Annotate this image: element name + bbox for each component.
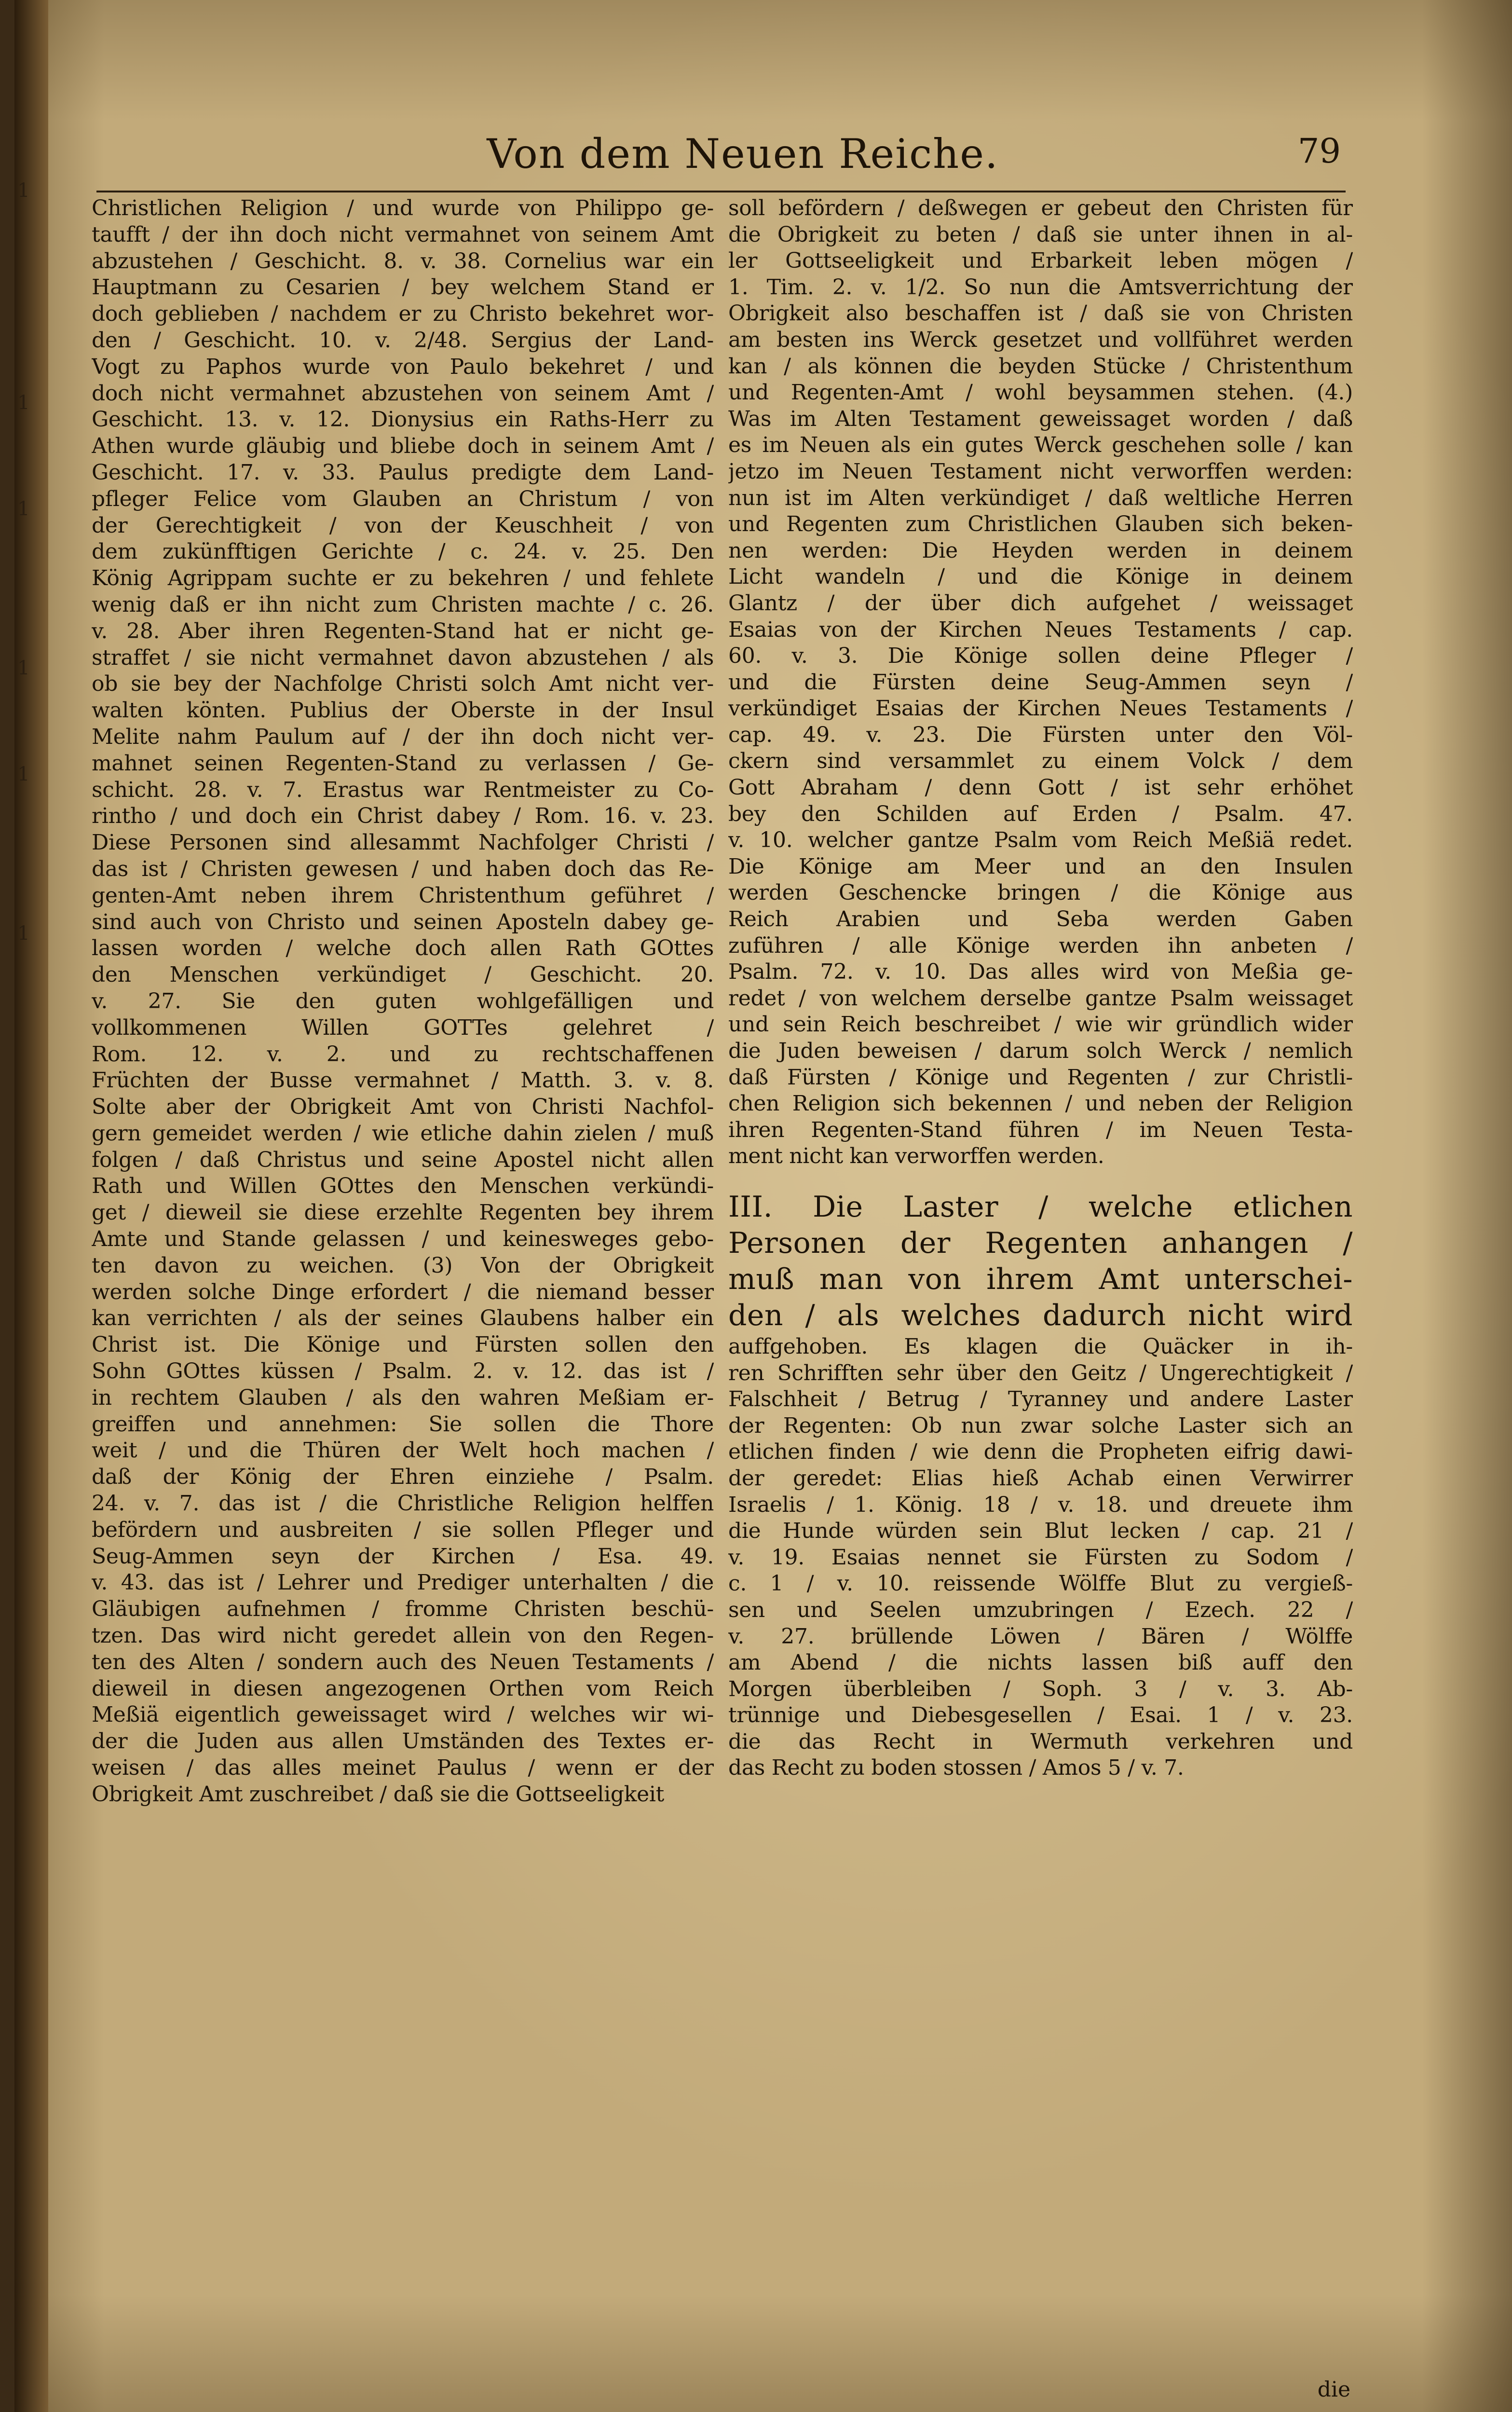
- text-line: die Obrigkeit zu beten / daß sie unter ihnen in al-: [728, 222, 1353, 247]
- text-line: Rath und Willen GOttes den Menschen verkündi-: [92, 1174, 714, 1199]
- text-line: verkündiget Esaias der Kirchen Neues Testaments /: [728, 696, 1353, 721]
- text-line: der die Juden aus allen Umständen des Textes er-: [92, 1729, 714, 1754]
- text-line: dieweil in diesen angezogenen Orthen vom Reich: [92, 1676, 714, 1701]
- text-line: die Juden beweisen / darum solch Werck / nemlich: [728, 1039, 1353, 1063]
- text-line: Christlichen Religion / und wurde von Philippo ge-: [92, 196, 714, 220]
- text-line: ob sie bey der Nachfolge Christi solch Amt nicht ver-: [92, 672, 714, 697]
- text-line: der geredet: Elias hieß Achab einen Verwirrer: [728, 1466, 1353, 1491]
- text-line: die das Recht in Wermuth verkehren und: [728, 1729, 1353, 1754]
- text-line: daß der König der Ehren einziehe / Psalm.: [92, 1465, 714, 1490]
- text-line: v. 28. Aber ihren Regenten-Stand hat er nicht ge-: [92, 618, 714, 644]
- text-line: Diese Personen sind allesammt Nachfolger Christi /: [92, 830, 714, 855]
- text-line: taufft / der ihn doch nicht vermahnet von seinem Amt: [92, 222, 714, 247]
- text-line: Hauptmann zu Cesarien / bey welchem Stand er: [92, 275, 714, 300]
- text-line: auffgehoben. Es klagen die Quäcker in ih-: [728, 1334, 1353, 1359]
- text-line: die Hunde würden sein Blut lecken / cap. 21 /: [728, 1519, 1353, 1544]
- left-column: [92, 195, 714, 2405]
- text-line: ckern sind versammlet zu einem Volck / dem: [728, 749, 1353, 774]
- text-line: Melite nahm Paulum auf / der ihn doch nicht ver-: [92, 724, 714, 749]
- text-line: sind auch von Christo und seinen Aposteln dabey ge-: [92, 909, 714, 934]
- text-line: walten könten. Publius der Oberste in der Insul: [92, 698, 714, 723]
- text-line: Solte aber der Obrigkeit Amt von Christi Nachfol-: [92, 1095, 714, 1120]
- text-line: Falschheit / Betrug / Tyranney und andere Laster: [728, 1387, 1353, 1412]
- text-line: und Regenten zum Christlichen Glauben sich beken-: [728, 512, 1353, 537]
- text-line: Gott Abraham / denn Gott / ist sehr erhöhet: [728, 775, 1353, 800]
- text-line: weit / und die Thüren der Welt hoch machen /: [92, 1438, 714, 1463]
- text-line: jetzo im Neuen Testament nicht verworffen werden:: [728, 459, 1353, 484]
- text-line: etlichen finden / wie denn die Propheten eifrig dawi-: [728, 1439, 1353, 1465]
- book-gutter: [14, 0, 48, 2412]
- running-head: Von dem Neuen Reiche.: [487, 130, 999, 178]
- text-line: Meßiä eigentlich geweissaget wird / welches wir wi-: [92, 1702, 714, 1727]
- heading-line: den / als welches dadurch nicht wird: [728, 1298, 1353, 1332]
- text-line: das ist / Christen gewesen / und haben doch das Re-: [92, 856, 714, 881]
- text-line: sen und Seelen umzubringen / Ezech. 22 /: [728, 1597, 1353, 1622]
- text-line: v. 19. Esaias nennet sie Fürsten zu Sodom /: [728, 1545, 1353, 1570]
- text-line: abzustehen / Geschicht. 8. v. 38. Cornelius war ein: [92, 248, 714, 274]
- page-number: 79: [1297, 131, 1341, 171]
- text-line: werden Geschencke bringen / die Könige aus: [728, 880, 1353, 905]
- text-line: 60. v. 3. Die Könige sollen deine Pfleger /: [728, 644, 1353, 669]
- head-rule: [96, 191, 1346, 192]
- text-line: v. 10. welcher gantze Psalm vom Reich Meßiä redet.: [728, 828, 1353, 853]
- book-page: [14, 0, 1512, 2412]
- text-line: Obrigkeit also beschaffen ist / daß sie von Christen: [728, 301, 1353, 326]
- text-line: am besten ins Werck gesetzet und vollführet werden: [728, 327, 1353, 352]
- text-line: greiffen und annehmen: Sie sollen die Thore: [92, 1412, 714, 1437]
- text-line: Reich Arabien und Seba werden Gaben: [728, 907, 1353, 932]
- text-line: gern gemeidet werden / wie etliche dahin zielen / muß: [92, 1121, 714, 1146]
- heading-line: Personen der Regenten anhangen /: [728, 1226, 1353, 1260]
- text-line: soll befördern / deßwegen er gebeut den Christen für: [728, 196, 1353, 220]
- text-line: Was im Alten Testament geweissaget worden / daß: [728, 406, 1353, 431]
- text-line: Psalm. 72. v. 10. Das alles wird von Meßia ge-: [728, 959, 1353, 985]
- text-line: nun ist im Alten verkündiget / daß weltliche Herren: [728, 485, 1353, 510]
- text-line: werden solche Dinge erfordert / die niemand besser: [92, 1279, 714, 1304]
- text-line: mahnet seinen Regenten-Stand zu verlassen / Ge-: [92, 751, 714, 776]
- text-line: kan verrichten / als der seines Glaubens halber ein: [92, 1306, 714, 1331]
- heading-line: muß man von ihrem Amt unterschei-: [728, 1262, 1353, 1296]
- right-column: [728, 195, 1353, 2410]
- text-line: Athen wurde gläubig und bliebe doch in seinem Amt /: [92, 434, 714, 459]
- text-line: ten davon zu weichen. (3) Von der Obrigkeit: [92, 1253, 714, 1278]
- section-gap: [728, 1170, 1353, 1189]
- text-line: v. 27. brüllende Löwen / Bären / Wölffe: [728, 1624, 1353, 1649]
- text-line: get / dieweil sie diese erzehlte Regenten bey ihrem: [92, 1200, 714, 1225]
- text-line: Obrigkeit Amt zuschreibet / daß sie die Gottseeligkeit: [92, 1782, 664, 1807]
- text-line: v. 43. das ist / Lehrer und Prediger unterhalten / die: [92, 1570, 714, 1595]
- text-line: 1. Tim. 2. v. 1/2. So nun die Amtsverrichtung der: [728, 274, 1353, 300]
- text-line: lassen worden / welche doch allen Rath GOttes: [92, 936, 714, 961]
- text-line: das Recht zu boden stossen / Amos 5 / v. 7.: [728, 1755, 1184, 1781]
- text-line: es im Neuen als ein gutes Werck geschehen solle / kan: [728, 433, 1353, 458]
- text-line: ler Gottseeligkeit und Erbarkeit leben mögen /: [728, 248, 1353, 274]
- text-line: doch geblieben / nachdem er zu Christo bekehret wor-: [92, 302, 714, 327]
- text-line: c. 1 / v. 10. reissende Wölffe Blut zu vergieß-: [728, 1571, 1353, 1596]
- text-line: Rom. 12. v. 2. und zu rechtschaffenen: [92, 1042, 714, 1067]
- text-line: Sohn GOttes küssen / Psalm. 2. v. 12. das ist /: [92, 1359, 714, 1384]
- text-line: trünnige und Diebesgesellen / Esai. 1 / v. 23.: [728, 1703, 1353, 1728]
- text-line: und Regenten-Amt / wohl beysammen stehen. (4.): [728, 380, 1353, 405]
- text-line: Morgen überbleiben / Soph. 3 / v. 3. Ab-: [728, 1676, 1353, 1701]
- text-line: genten-Amt neben ihrem Christenthum geführet /: [92, 883, 714, 908]
- text-line: Gläubigen aufnehmen / fromme Christen beschü-: [92, 1597, 714, 1622]
- section-heading-III: [728, 1189, 1353, 1334]
- right-column-upper-text: [728, 195, 1353, 1170]
- text-line: den Menschen verkündiget / Geschicht. 20.: [92, 962, 714, 987]
- text-line: in rechtem Glauben / als den wahren Meßiam er-: [92, 1385, 714, 1410]
- text-line: zuführen / alle Könige werden ihn anbeten /: [728, 933, 1353, 958]
- text-line: folgen / daß Christus und seine Apostel nicht allen: [92, 1147, 714, 1172]
- text-line: straffet / sie nicht vermahnet davon abzustehen / als: [92, 645, 714, 670]
- text-line: ren Schrifften sehr über den Geitz / Ungerechtigkeit /: [728, 1360, 1353, 1385]
- gutter-marks: 1 1 1 1 1 1: [17, 179, 30, 945]
- text-line: Geschicht. 13. v. 12. Dionysius ein Raths-Herr zu: [92, 407, 714, 432]
- text-line: Die Könige am Meer und an den Insulen: [728, 854, 1353, 879]
- text-line: König Agrippam suchte er zu bekehren / und fehlete: [92, 566, 714, 591]
- text-line: Esaias von der Kirchen Neues Testaments / cap.: [728, 617, 1353, 642]
- text-line: daß Fürsten / Könige und Regenten / zur Christli-: [728, 1065, 1353, 1090]
- text-line: v. 27. Sie den guten wohlgefälligen und: [92, 988, 714, 1014]
- text-line: Glantz / der über dich aufgehet / weissaget: [728, 590, 1353, 616]
- text-line: cap. 49. v. 23. Die Fürsten unter den Völ-: [728, 722, 1353, 747]
- text-line: Geschicht. 17. v. 33. Paulus predigte dem Land-: [92, 460, 714, 485]
- text-line: weisen / das alles meinet Paulus / wenn er der: [92, 1755, 714, 1781]
- text-line: befördern und ausbreiten / sie sollen Pfleger und: [92, 1517, 714, 1542]
- text-line: doch nicht vermahnet abzustehen von seinem Amt /: [92, 381, 714, 406]
- text-line: bey den Schilden auf Erden / Psalm. 47.: [728, 801, 1353, 826]
- catchword: die: [1317, 2377, 1350, 2402]
- text-line: Früchten der Busse vermahnet / Matth. 3. v. 8.: [92, 1068, 714, 1093]
- text-line: kan / als können die beyden Stücke / Christenthum: [728, 354, 1353, 379]
- text-line: redet / von welchem derselbe gantze Psalm weissaget: [728, 986, 1353, 1011]
- text-line: wenig daß er ihn nicht zum Christen machte / c. 26.: [92, 592, 714, 617]
- text-line: 24. v. 7. das ist / die Christliche Religion helffen: [92, 1491, 714, 1516]
- text-line: tzen. Das wird nicht geredet allein von den Regen-: [92, 1623, 714, 1648]
- text-line: schicht. 28. v. 7. Erastus war Rentmeister zu Co-: [92, 777, 714, 802]
- text-line: Licht wandeln / und die Könige in deinem: [728, 564, 1353, 589]
- text-line: ten des Alten / sondern auch des Neuen Testaments /: [92, 1649, 714, 1674]
- text-line: und sein Reich beschreibet / wie wir gründlich wider: [728, 1012, 1353, 1037]
- text-line: nen werden: Die Heyden werden in deinem: [728, 538, 1353, 563]
- text-line: am Abend / die nichts lassen biß auff den: [728, 1650, 1353, 1675]
- text-line: und die Fürsten deine Seug-Ammen seyn /: [728, 670, 1353, 695]
- text-line: Christ ist. Die Könige und Fürsten sollen den: [92, 1332, 714, 1357]
- text-line: chen Religion sich bekennen / und neben der Religion: [728, 1091, 1353, 1116]
- text-line: pfleger Felice vom Glauben an Christum / von: [92, 486, 714, 511]
- right-column-lower-text: [728, 1334, 1353, 1782]
- text-line: vollkommenen Willen GOTTes gelehret /: [92, 1015, 714, 1040]
- text-line: ment nicht kan verworffen werden.: [728, 1144, 1104, 1169]
- heading-line: III. Die Laster / welche etlichen: [728, 1190, 1353, 1224]
- text-line: ihren Regenten-Stand führen / im Neuen Testa-: [728, 1117, 1353, 1142]
- text-line: Amte und Stande gelassen / und keinesweges gebo-: [92, 1227, 714, 1252]
- text-line: der Regenten: Ob nun zwar solche Laster sich an: [728, 1413, 1353, 1438]
- text-line: Vogt zu Paphos wurde von Paulo bekehret / und: [92, 354, 714, 379]
- text-line: rintho / und doch ein Christ dabey / Rom. 16. v. 23.: [92, 804, 714, 829]
- text-line: der Gerechtigkeit / von der Keuschheit / von: [92, 513, 714, 538]
- text-line: dem zukünfftigen Gerichte / c. 24. v. 25. Den: [92, 539, 714, 564]
- text-line: Israelis / 1. König. 18 / v. 18. und dreuete ihm: [728, 1492, 1353, 1517]
- text-line: den / Geschicht. 10. v. 2/48. Sergius der Land-: [92, 328, 714, 353]
- text-line: Seug-Ammen seyn der Kirchen / Esa. 49.: [92, 1544, 714, 1569]
